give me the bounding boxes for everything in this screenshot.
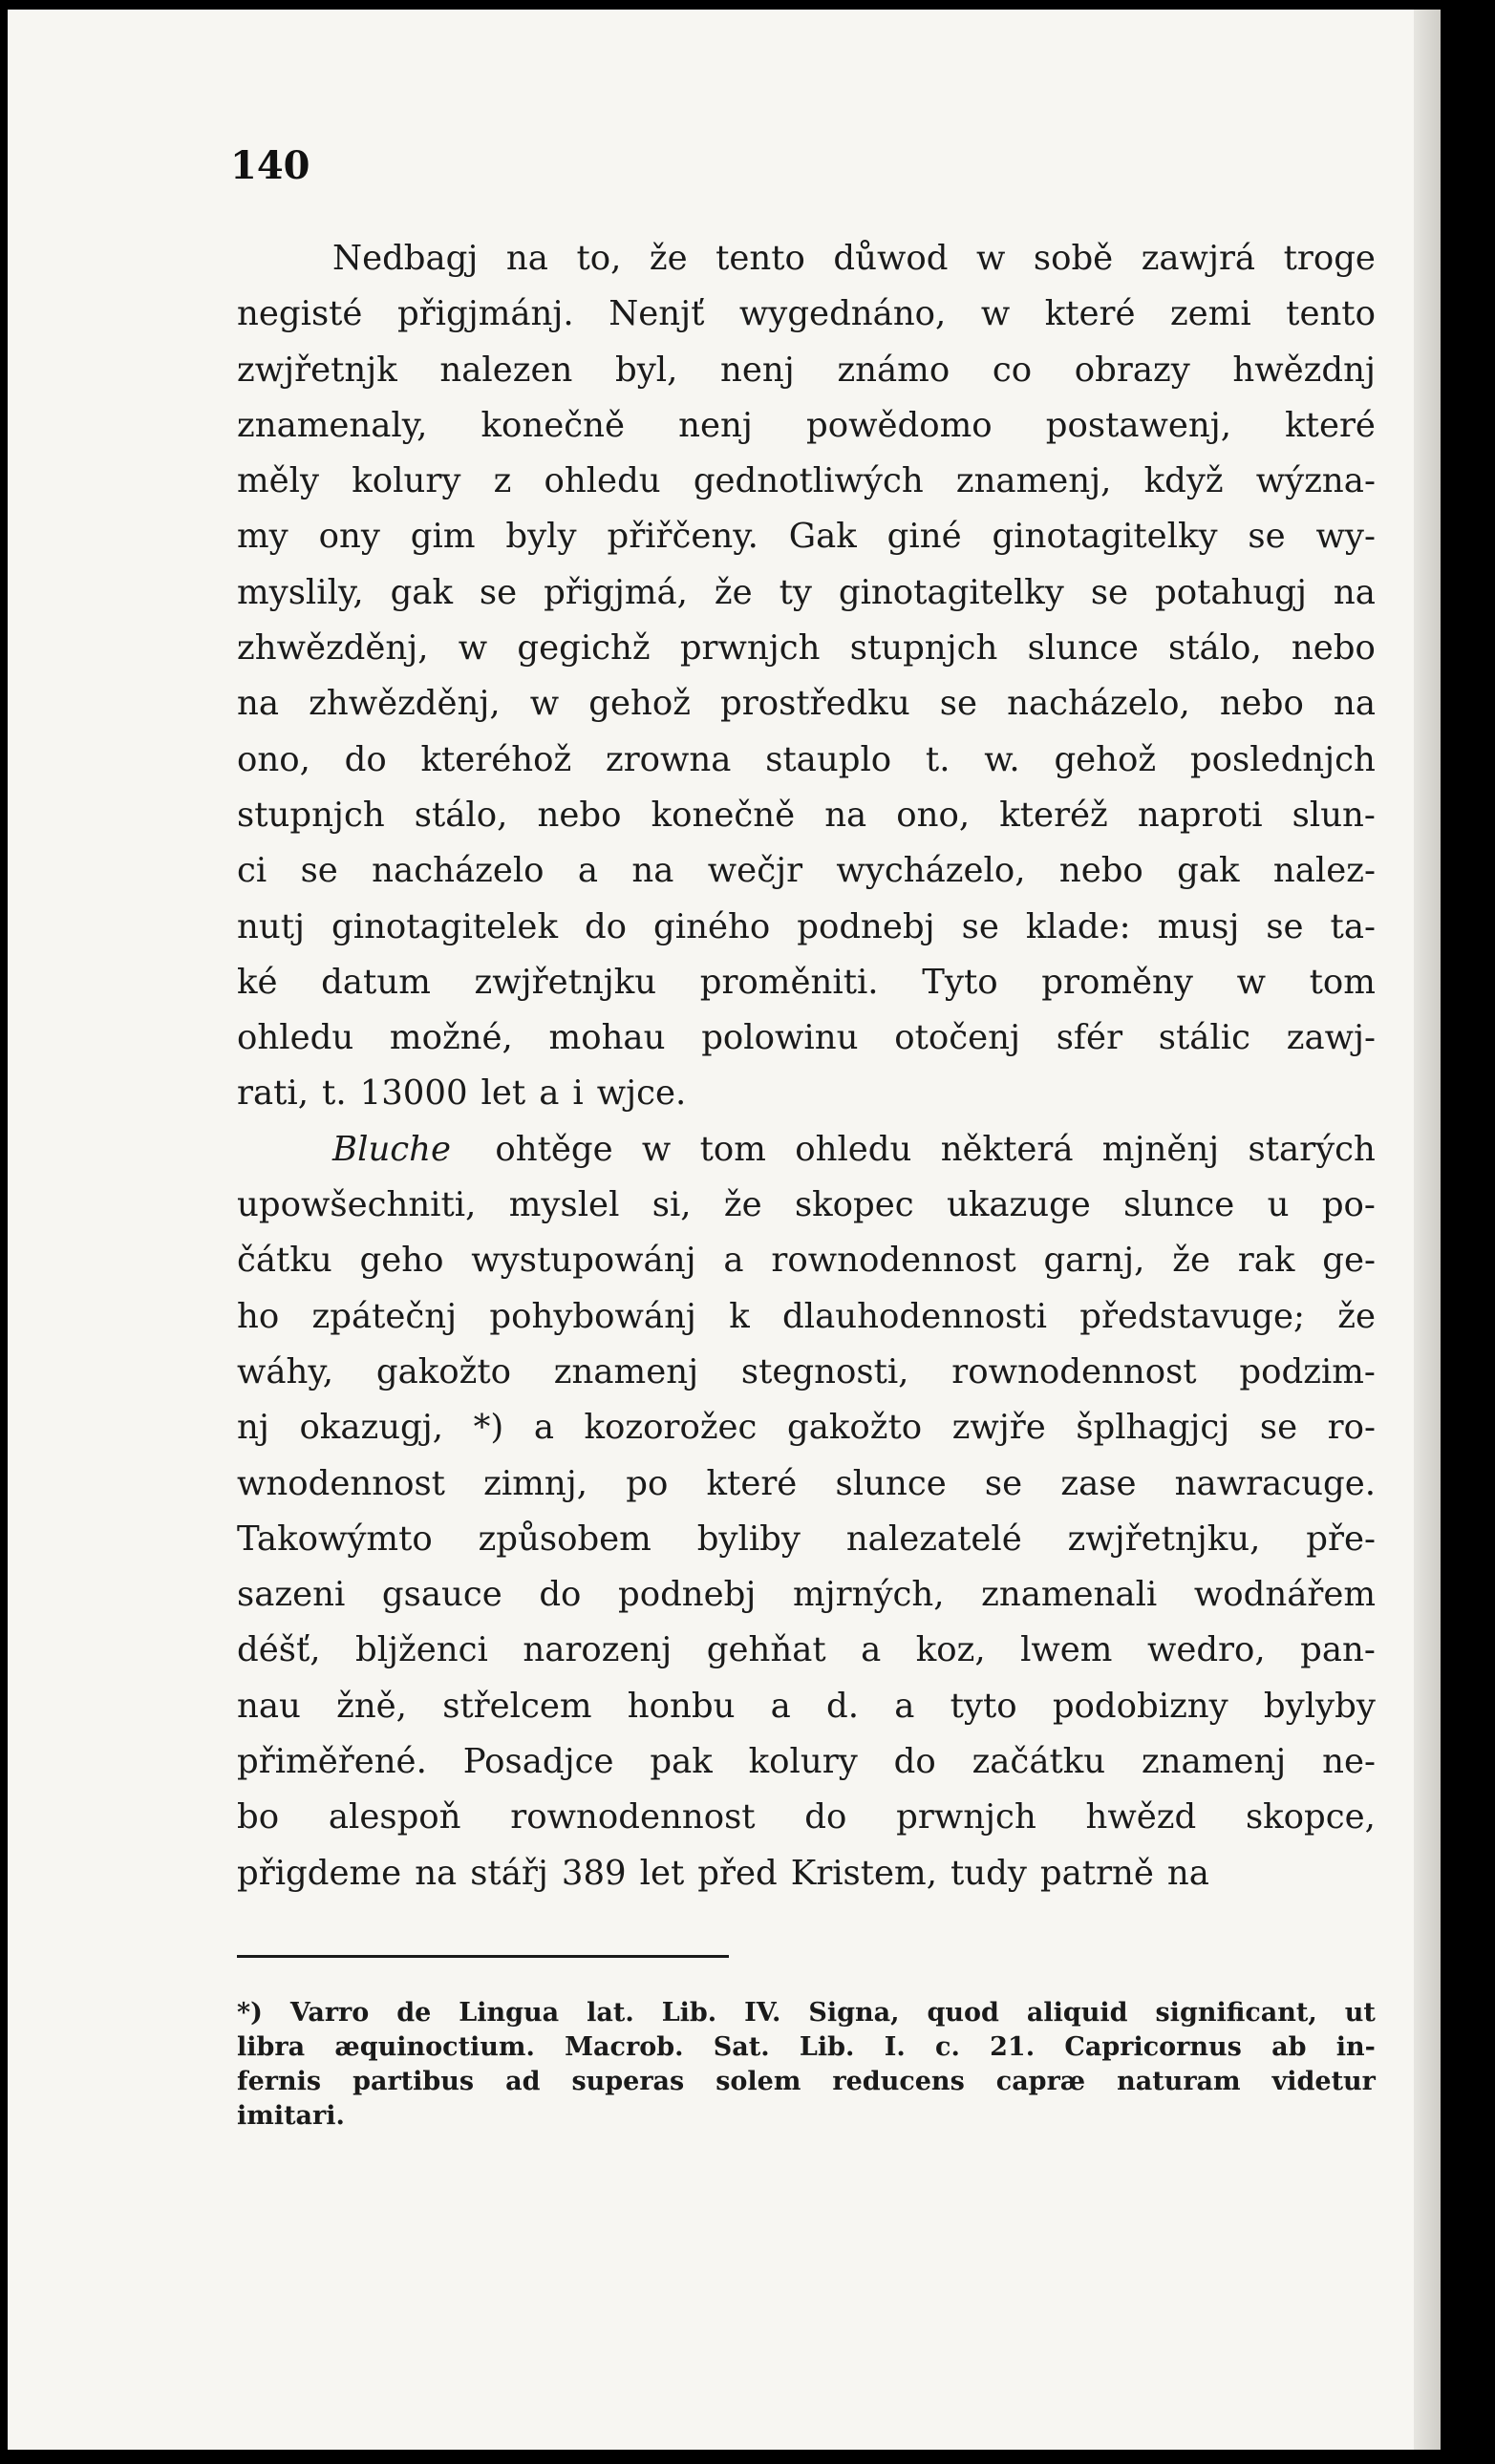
text-line: Takowýmto způsobem byliby nalezatelé zwjřetnjku, pře- xyxy=(237,1519,1376,1559)
text-line: bo alespoň rownodennost do prwnjch hwězd skopce, xyxy=(237,1797,1376,1837)
text-line: zhwězděnj, w gegichž prwnjch stupnjch slunce stálo, nebo xyxy=(237,628,1376,669)
text-line: přiměřené. Posadjce pak kolury do začátku znamenj ne- xyxy=(237,1742,1376,1782)
text-line: ci se nacházelo a na wečjr wycházelo, nebo gak nalez- xyxy=(237,851,1376,891)
author-name: Bluche xyxy=(332,1129,452,1169)
text-line: znamenaly, konečně nenj powědomo postawenj, které xyxy=(237,405,1376,445)
text-line: přigdeme na stářj 389 let před Kristem, tudy patrně na xyxy=(237,1853,1209,1893)
footnote-line: fernis partibus ad superas solem reducens capræ naturam videtur xyxy=(237,2067,1376,2096)
text-line: na zhwězděnj, w gehož prostředku se nacházelo, nebo na xyxy=(237,684,1376,724)
text-line: my ony gim byly přiřčeny. Gak giné ginotagitelky se wy- xyxy=(237,517,1376,557)
text-line: Nedbagj na to, že tento důwod w sobě zawjrá troge xyxy=(332,239,1376,278)
footnote-line: imitari. xyxy=(237,2101,345,2131)
text-line: zwjřetnjk nalezen byl, nenj známo co obrazy hwězdnj xyxy=(237,350,1376,390)
footnote xyxy=(237,1996,1376,2134)
page-edge xyxy=(1414,10,1441,2450)
text-line: stupnjch stálo, nebo konečně na ono, kteréž naproti slun- xyxy=(237,795,1376,835)
page-number: 140 xyxy=(230,143,310,188)
text-line: ho zpátečnj pohybowánj k dlauhodennosti představuge; že xyxy=(237,1296,1376,1336)
text-line: sazeni gsauce do podnebj mjrných, znamenali wodnářem xyxy=(237,1575,1376,1615)
book-page xyxy=(8,10,1441,2450)
text-line: ohledu možné, mohau polowinu otočenj sfér stálic zawj- xyxy=(237,1018,1376,1058)
footnote-line: *) Varro de Lingua lat. Lib. IV. Signa, quod aliquid significant, ut xyxy=(237,1998,1376,2028)
text-line: měly kolury z ohledu gednotliwých znamenj, když wýzna- xyxy=(237,461,1376,501)
text-line: myslily, gak se přigjmá, že ty ginotagitelky se potahugj na xyxy=(237,572,1376,612)
footnote-line: libra æquinoctium. Macrob. Sat. Lib. I. c. 21. Capricornus ab in- xyxy=(237,2032,1376,2062)
text-line: déšť, bljženci narozenj gehňat a koz, lwem wedro, pan- xyxy=(237,1630,1376,1670)
text-line: rati, t. 13000 let a i wjce. xyxy=(237,1073,687,1114)
footnote-rule xyxy=(237,1955,729,1958)
text-line: ké datum zwjřetnjku proměniti. Tyto proměny w tom xyxy=(237,962,1376,1002)
text-line: čátku geho wystupowánj a rownodennost garnj, že rak ge- xyxy=(237,1241,1376,1281)
text-line: wáhy, gakožto znamenj stegnosti, rownodennost podzim- xyxy=(237,1351,1376,1391)
text-line: negisté přigjmánj. Nenjť wygednáno, w které zemi tento xyxy=(237,294,1376,334)
text-line: Bluche ohtěge w tom ohledu některá mjněnj starých xyxy=(237,1122,1376,1178)
text-line: ono, do kteréhož zrowna stauplo t. w. gehož poslednjch xyxy=(237,739,1376,779)
text-line: nau žně, střelcem honbu a d. a tyto podobizny bylyby xyxy=(237,1686,1376,1726)
text-line: upowšechniti, myslel si, že skopec ukazuge slunce u po- xyxy=(237,1185,1376,1225)
text-line: wnodennost zimnj, po které slunce se zase nawracuge. xyxy=(237,1463,1376,1503)
text-line: nj okazugj, *) a kozorožec gakožto zwjře šplhagjcj se ro- xyxy=(237,1408,1376,1448)
text-line: nutj ginotagitelek do giného podnebj se klade: musj se ta- xyxy=(237,906,1376,946)
body-text xyxy=(237,231,1376,1901)
